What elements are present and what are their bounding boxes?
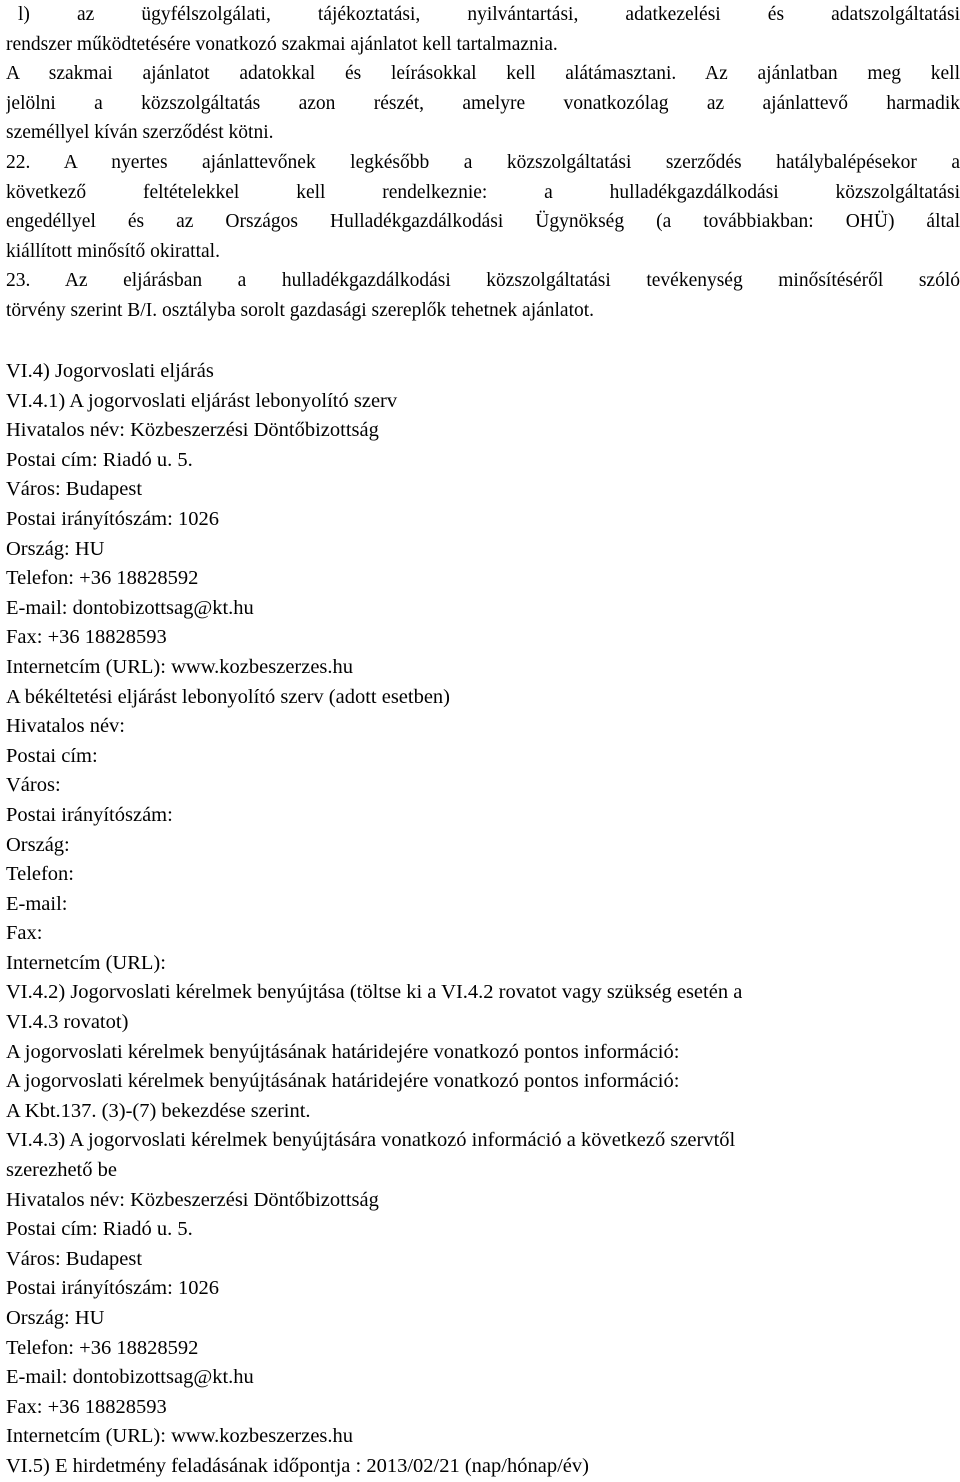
text-line: következő feltételekkel kell rendelkeznie: a hulladékgazdálkodási közszolgáltatási [6,181,960,203]
subsection-heading: VI.4.3) A jogorvoslati kérelmek benyújtására vonatkozó információ a következő szervtől [6,1129,736,1152]
text-line: A szakmai ajánlatot adatokkal és leírásokkal kell alátámasztani. Az ajánlatban meg kell [6,63,960,85]
text-line: engedéllyel és az Országos Hulladékgazdálkodási Ügynökség (a továbbiakban: OHÜ) által [6,211,960,233]
text-line: Ország: HU [6,537,105,560]
text-line: Ország: [6,833,70,856]
subsection-heading: VI.4.1) A jogorvoslati eljárást lebonyolító szerv [6,389,398,412]
text-line: Hivatalos név: Közbeszerzési Döntőbizottság [6,419,379,442]
text-line: Telefon: +36 18828592 [6,1336,199,1359]
requirements-section [6,0,960,326]
text-line: Ország: HU [6,1307,105,1329]
text-line: kiállított minősítő okirattal. [6,240,220,262]
subsection-heading: VI.4.2) Jogorvoslati kérelmek benyújtása (töltse ki a VI.4.2 rovatot vagy szükség esetén a [6,981,743,1004]
text-line: Telefon: [6,863,75,886]
text-line: A Kbt.137. (3)-(7) bekezdése szerint. [6,1099,311,1122]
text-line: Internetcím (URL): www.kozbeszerzes.hu [6,1425,354,1448]
text-line: személlyel kíván szerződést kötni. [6,122,274,144]
text-line: E-mail: dontobizottsag@kt.hu [6,1366,254,1389]
text-line: Postai cím: Riadó u. 5. [6,448,193,471]
text-line: E-mail: [6,892,68,915]
text-line: Fax: +36 18828593 [6,626,167,649]
remedy-section [6,357,960,1482]
text-line: A jogorvoslati kérelmek benyújtásának határidejére vonatkozó pontos információ: [6,1040,680,1063]
text-line: 23. Az eljárásban a hulladékgazdálkodási közszolgáltatási tevékenység minősítéséről szóló [6,270,960,292]
text-line: Hivatalos név: [6,715,125,738]
section-heading: VI.5) E hirdetmény feladásának időpontja : 2013/02/21 (nap/hónap/év) [6,1454,589,1477]
text-line: Postai irányítószám: [6,803,173,826]
text-line: Fax: [6,922,43,945]
text-line: Internetcím (URL): [6,951,166,974]
text-line: Postai irányítószám: 1026 [6,1277,219,1300]
text-line: Postai cím: [6,744,98,767]
text-line: VI.4.3 rovatot) [6,1011,129,1034]
text-line: Postai cím: Riadó u. 5. [6,1218,193,1241]
text-line: Postai irányítószám: 1026 [6,507,219,530]
section-heading: VI.4) Jogorvoslati eljárás [6,360,214,382]
text-line: Város: [6,774,61,797]
text-line: törvény szerint B/I. osztályba sorolt gazdasági szereplők tehetnek ajánlatot. [6,299,595,321]
text-line: A békéltetési eljárást lebonyolító szerv (adott esetben) [6,685,451,708]
text-line: E-mail: dontobizottsag@kt.hu [6,596,254,619]
text-line: l) az ügyfélszolgálati, tájékoztatási, nyilvántartási, adatkezelési és adatszolgáltatási [18,4,960,25]
text-line: Fax: +36 18828593 [6,1395,167,1418]
text-line: A jogorvoslati kérelmek benyújtásának határidejére vonatkozó pontos információ: [6,1070,680,1093]
text-line: Telefon: +36 18828592 [6,567,199,590]
text-line: 22. A nyertes ajánlattevőnek legkésőbb a közszolgáltatási szerződés hatálybalépésekor a [6,151,960,173]
text-line: rendszer működtetésére vonatkozó szakmai ajánlatot kell tartalmaznia. [6,33,558,55]
text-line: jelölni a közszolgáltatás azon részét, amelyre vonatkozólag az ajánlattevő harmadik [6,92,960,114]
text-line: Város: Budapest [6,1247,143,1270]
text-line: Hivatalos név: Közbeszerzési Döntőbizottság [6,1188,379,1211]
text-line: Internetcím (URL): www.kozbeszerzes.hu [6,655,354,678]
text-line: szerezhető be [6,1159,117,1182]
text-line: Város: Budapest [6,478,143,501]
